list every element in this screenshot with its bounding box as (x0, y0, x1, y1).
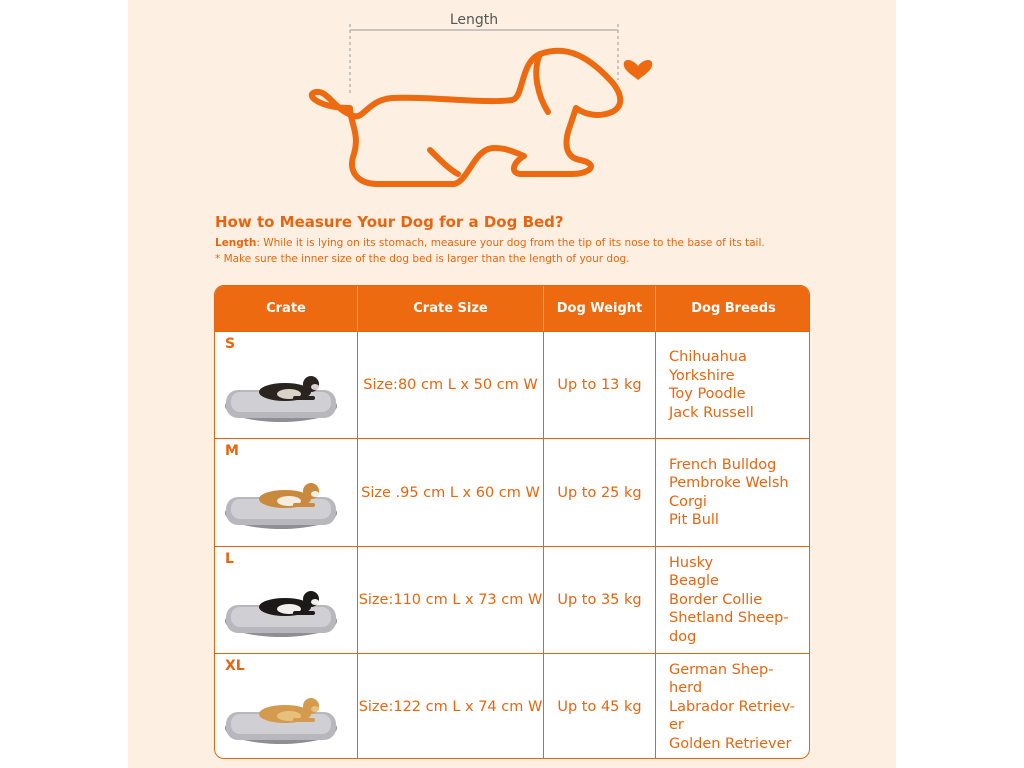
table-row (215, 438, 809, 546)
breed-item: Border Collie (669, 591, 763, 608)
crate-cell (215, 439, 358, 546)
table-header (215, 286, 809, 331)
breed-list (669, 456, 789, 530)
dog-weight-value: Up to 35 kg (544, 547, 656, 653)
crate-size-letter: S (225, 336, 236, 352)
breed-item: Chihuahua (669, 349, 747, 365)
crate-size-letter: L (225, 551, 234, 567)
table-row (215, 653, 809, 759)
dog-breeds-cell (656, 439, 810, 546)
header-dog-breeds: Dog Breeds (691, 301, 776, 316)
breed-item: er (669, 717, 684, 734)
size-note: * Make sure the inner size of the dog bed is larger than the length of your dog. (215, 253, 630, 265)
breed-item: Pit Bull (669, 512, 719, 528)
size-chart-table (214, 285, 810, 759)
length-term: Length (215, 237, 257, 249)
dog-bed-photo (223, 688, 339, 748)
breed-item: Toy Poodle (669, 386, 746, 402)
breed-item: German Shep- (669, 661, 774, 678)
table-row (215, 546, 809, 653)
crate-cell (215, 654, 358, 759)
crate-size-value: Size:122 cm L x 74 cm W (358, 654, 544, 759)
product-info-panel (128, 0, 896, 768)
table-row (215, 331, 809, 438)
dog-measure-illustration (128, 0, 896, 200)
breed-item: Labrador Retriev- (669, 698, 796, 715)
breed-list (669, 554, 789, 647)
dog-breeds-cell (656, 547, 810, 653)
heart-icon (624, 60, 653, 80)
length-instruction (215, 235, 765, 251)
breed-item: French Bulldog (669, 456, 777, 473)
dog-bed-photo (223, 473, 339, 533)
length-label: Length (449, 12, 499, 28)
dog-bed-photo (223, 366, 339, 426)
breed-list (669, 661, 795, 754)
section-heading: How to Measure Your Dog for a Dog Bed? (215, 213, 564, 231)
crate-size-value: Size:80 cm L x 50 cm W (358, 332, 544, 438)
header-dog-weight: Dog Weight (544, 286, 656, 331)
dog-weight-value: Up to 25 kg (544, 439, 656, 546)
dog-bed-photo (223, 581, 339, 641)
crate-cell (215, 547, 358, 653)
dog-weight-value: Up to 13 kg (544, 332, 656, 438)
crate-size-value: Size .95 cm L x 60 cm W (358, 439, 544, 546)
breed-item: Husky (669, 554, 714, 571)
length-text: : While it is lying on its stomach, measure your dog from the tip of its nose to the base of its tail. (256, 237, 765, 249)
breed-item: Shetland Sheep- (669, 610, 789, 627)
breed-item: Beagle (669, 573, 719, 590)
breed-item: Jack Russell (669, 404, 754, 421)
breed-item: herd (669, 680, 703, 697)
breed-item: dog (669, 628, 697, 645)
instructions (215, 235, 765, 267)
crate-size-value: Size:110 cm L x 73 cm W (358, 547, 544, 653)
crate-cell (215, 332, 358, 438)
breed-item: Corgi (669, 493, 707, 510)
dog-weight-value: Up to 45 kg (544, 654, 656, 759)
dog-breeds-cell (656, 332, 810, 438)
crate-size-letter: M (225, 443, 239, 459)
dog-breeds-cell (656, 654, 810, 759)
breed-item: Golden Retriever (669, 735, 792, 752)
breed-item: Yorkshire (669, 367, 735, 384)
header-crate-size: Crate Size (358, 286, 544, 331)
breed-list (669, 348, 754, 422)
breed-item: Pembroke Welsh (669, 475, 789, 491)
dog-outline-icon (312, 51, 621, 184)
crate-size-letter: XL (225, 658, 245, 674)
header-crate: Crate (215, 286, 358, 331)
